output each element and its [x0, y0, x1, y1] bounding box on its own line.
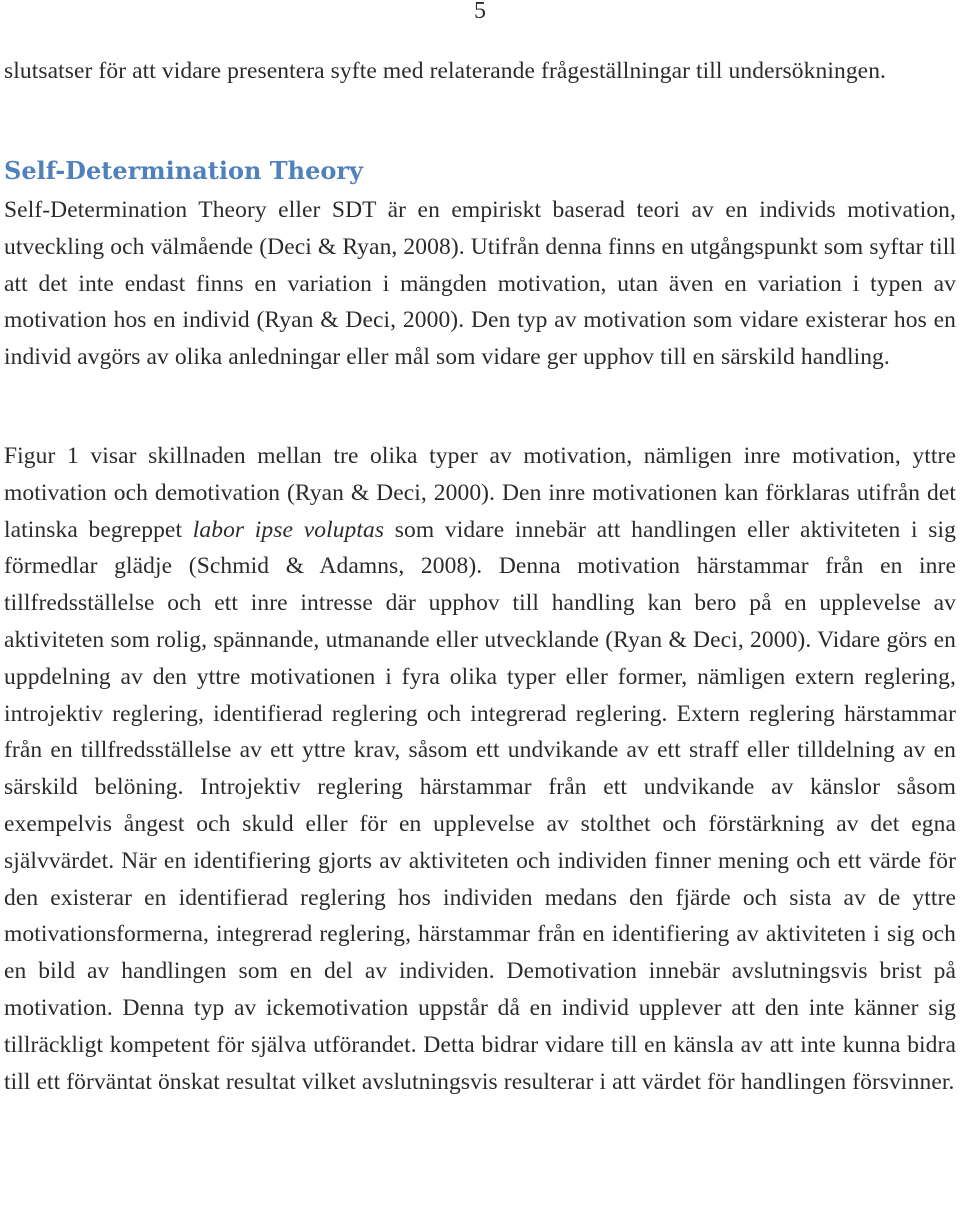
section-heading: Self-Determination Theory	[4, 156, 363, 185]
paragraph-text-before-term: Figur 1 visar skillnaden mellan tre olika typer av motivation, nämligen inre motivation, yttre motivation och demotivation (Ryan & Deci, 2000). Den inre motivationen kan förklaras utifrån det latinska begreppet	[4, 443, 956, 543]
paragraph-text-after-term: som vidare innebär att handlingen eller aktiviteten i sig förmedlar glädje (Schmid & Adamns, 2008). Denna motivation härstammar från en inre tillfredsställelse och ett inre intresse där upphov till handling kan bero på en upplevelse av aktiviteten som rolig, spännande, utmanande eller utvecklande (Ryan & Deci, 2000). Vidare görs en uppdelning av den yttre motivationen i fyra olika typer eller former, nämligen extern reglering, introjektiv reglering, identifierad reglering och integrerad reglering. Extern reglering härstammar från en tillfredsställelse av ett yttre krav, såsom ett undvikande av ett straff eller tilldelning av en särskild belöning. Introjektiv reglering härstammar från ett undvikande av känslor såsom exempelvis ångest och skuld eller för en upplevelse av stolthet och förstärkning av det egna självvärdet. När en identifiering gjorts av aktiviteten och individen finner mening och ett värde för den existerar en identifierad reglering hos individen medans den fjärde och sista av de yttre motivationsformerna, integrerad reglering, härstammar från en identifiering av aktiviteten i sig och en bild av handlingen som en del av individen. Demotivation innebär avslutningsvis brist på motivation. Denna typ av ickemotivation uppstår då en individ upplever att den inte känner sig tillräckligt kompetent för själva utförandet. Detta bidrar vidare till en känsla av att inte kunna bidra till ett förväntat önskat resultat vilket avslutningsvis resulterar i att värdet för handlingen försvinner.	[4, 516, 956, 1095]
motivation-types-paragraph	[4, 438, 956, 1100]
sdt-paragraph: Self-Determination Theory eller SDT är en empiriskt baserad teori av en individs motivation, utveckling och välmående (Deci & Ryan, 2008). Utifrån denna finns en utgångspunkt som syftar till att det inte endast finns en variation i mängden motivation, utan även en variation i typen av motivation hos en individ (Ryan & Deci, 2000). Den typ av motivation som vidare existerar hos en individ avgörs av olika anledningar eller mål som vidare ger upphov till en särskild handling.	[4, 197, 956, 371]
latin-term: labor ipse voluptas	[192, 516, 385, 543]
page-number: 5	[474, 0, 486, 24]
intro-paragraph: slutsatser för att vidare presentera syfte med relaterande frågeställningar till undersökningen.	[4, 58, 887, 84]
